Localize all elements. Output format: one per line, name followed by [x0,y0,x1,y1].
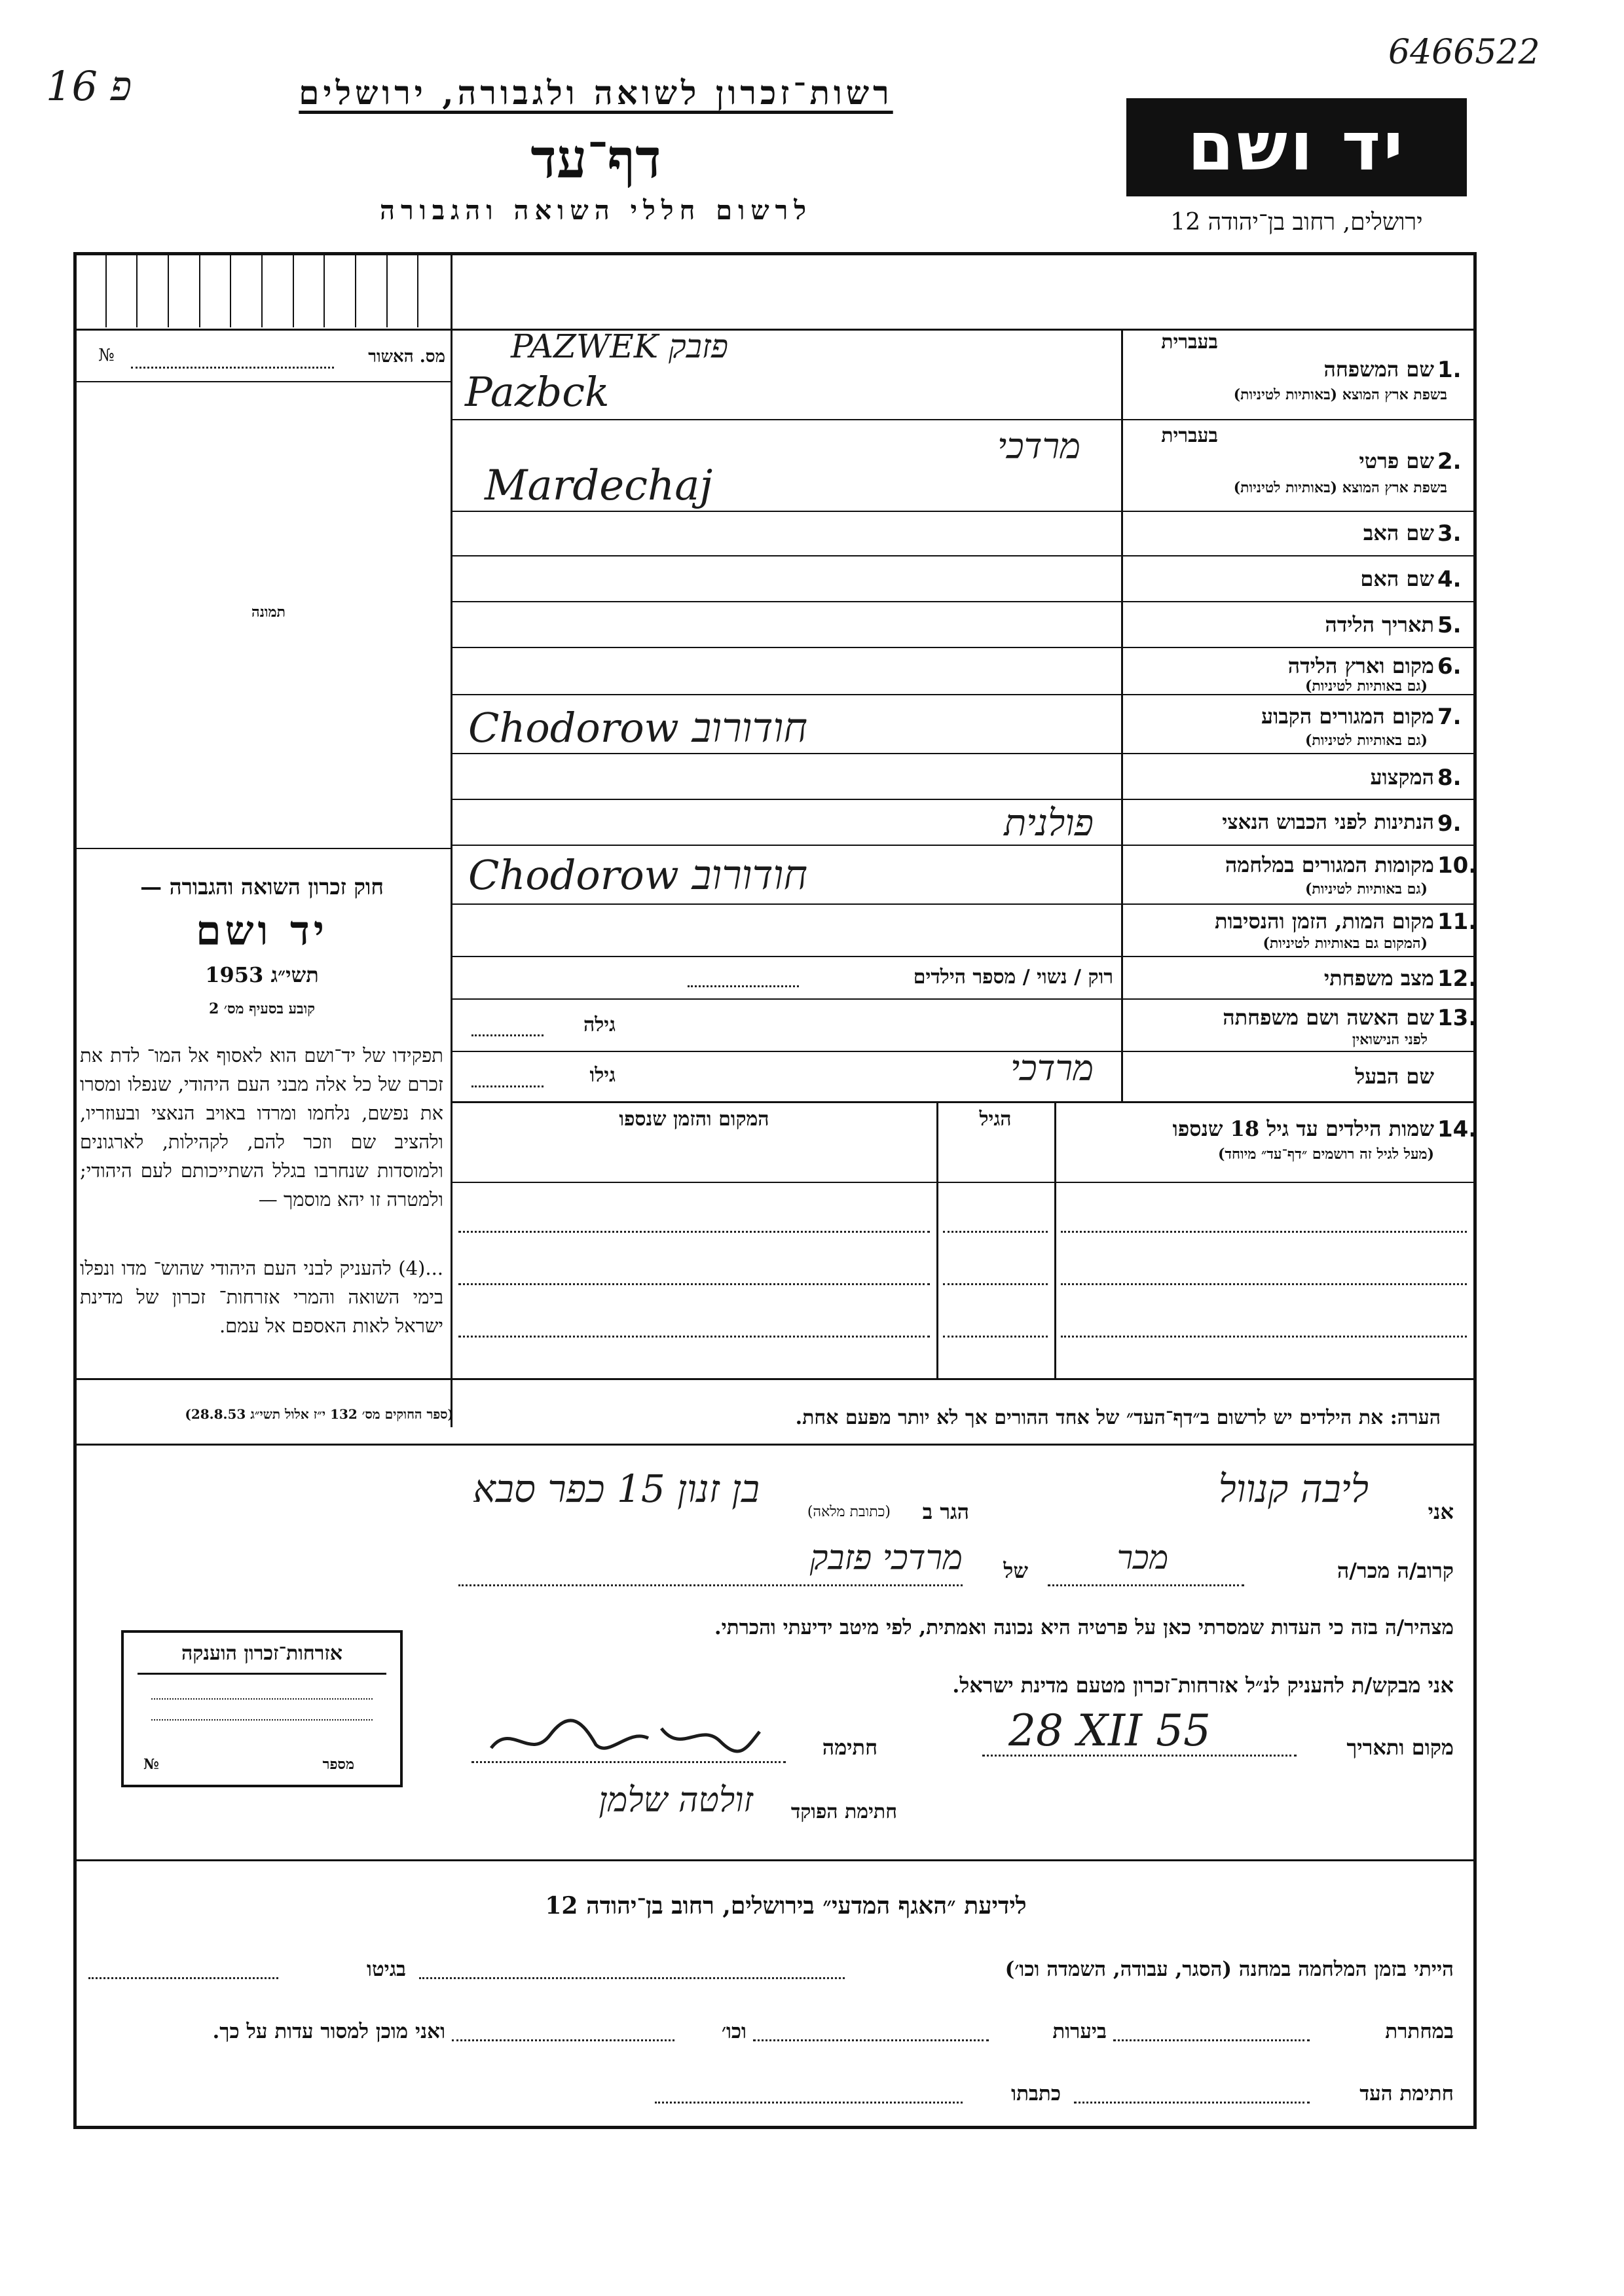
logo-text: יד ושם [1187,108,1406,186]
row2-num: 2. [1437,448,1462,475]
row2-heb-tag: בעברית [1161,424,1218,447]
science-etc-label: וכו׳ [721,2020,747,2043]
row1-heb-tag: בעברית [1161,331,1218,354]
law-text-2: ...(4) להעניק לבני העם היהודי שהוש־ מדו ונפלו בימי השואה והמרי אזרחות־ זכרון של מדינת ישראל לאות האספם אל עמם. [80,1257,443,1337]
children-col-age: הגיל [979,1108,1012,1131]
husband-label: שם הבעל [1355,1064,1434,1089]
witness-signature-label: חתימת העד [1359,2082,1454,2105]
firstname-latin-value[interactable]: Mardechaj [485,462,713,510]
form-subtitle: לרשום חללי השואה והגבורה [379,195,813,226]
row9-label: הנתינות לפני הכבוש הנאצי [1222,811,1434,834]
citizenship-box [121,1630,403,1787]
of-label: של [1003,1558,1028,1583]
science-title: לידיעת ״האגף המדעי״ בירושלים, רחוב בן־יהודה 12 [545,1892,1027,1920]
resides-label: הגר ב [922,1499,969,1524]
address-hint: (כתובת מלאה) [807,1504,891,1520]
row12-num: 12. [1437,966,1477,992]
address: ירושלים, רחוב בן־יהודה 12 [1170,209,1423,236]
yad-vashem-logo [1126,98,1467,196]
archive-label: מס. האשור [368,347,445,367]
signature-label: חתימה [822,1735,877,1760]
law-title: חוק זכרון השואה והגבורה — [140,874,384,900]
declaration-statement: מצהיר/ה בזה כי העדות שמסרתי כאן על פרטיה היא נכונה ואמתית, לפי מיטב ידיעתי והכרתי. [714,1616,1454,1639]
citizenship-number-label: מספר [322,1756,354,1773]
row1-num: 1. [1437,357,1462,383]
row9-num: 9. [1437,811,1462,837]
law-name: יד ושם [195,907,329,955]
archive-number: 6466522 [1388,33,1540,72]
row11-sub: (המקום גם באותיות לטיניות) [1263,935,1428,952]
place-date-label: מקום ותאריך [1346,1735,1454,1760]
science-forests-label: ביערות [1052,2020,1107,2043]
husband-value[interactable]: מרדכי [1010,1048,1094,1089]
row11-label: מקום המות, הזמן והנסיבות [1214,909,1434,934]
registry-strip [75,255,449,327]
row7-sub: (גם באותיות לטיניות) [1304,732,1428,749]
relative-value[interactable]: מכר [1116,1539,1169,1576]
row6-num: 6. [1437,653,1462,680]
declarant-label: אני [1428,1499,1454,1524]
row3-label: שם האב [1363,520,1434,545]
residence-value[interactable]: Chodorow חודורוב [468,704,808,752]
inspector-signature: זולטה שלמן [599,1781,753,1820]
row3-num: 3. [1437,520,1462,547]
row1-value-top[interactable]: PAZWEK פזבק [511,327,729,365]
row10-num: 10. [1437,852,1477,879]
row13-num: 13. [1437,1005,1477,1031]
law-source: (ספר החוקים מס׳ 132 י״ז אלול תשי״ג 28.8.53) [185,1406,454,1422]
science-camp-label: הייתי בזמן המלחמה במחנה (הסגר, עבודה, השמדה וכו׳) [1005,1958,1454,1981]
citizenship-box-title: אזרחות־זכרון הוענקה [181,1642,343,1665]
relative-label: קרוב/ה מכר/ה [1337,1558,1454,1583]
org-title: רשות־זכרון לשואה ולגבורה, ירושלים [299,73,893,112]
nationality-value[interactable]: פולנית [1004,802,1094,845]
row4-label: שם האם [1360,566,1434,591]
witness-address-label: כתבתו [1011,2082,1061,2105]
row12-label: מצב משפחתי [1323,966,1434,991]
science-underground-label: במחתרת [1385,2020,1454,2043]
row13-sub: לפני הנישואין [1352,1031,1428,1048]
row2-label: שם פרטי [1359,448,1434,473]
row8-label: המקצוע [1370,765,1434,790]
row10-label: מקומות המגורים במלחמה [1225,852,1434,877]
row2-sub: בשפת ארץ המוצא (באותיות לטיניות) [1233,479,1447,496]
row13-label: שם האשה ושם משפחתה [1223,1005,1434,1030]
victim-name-ref[interactable]: מרדכי פזבק [809,1539,963,1578]
children-sub: (מעל לגיל זה רושמים ״דף־עד״ מיוחד) [1217,1146,1434,1163]
form-title: דף־עד [530,128,661,191]
row10-sub: (גם באותיות לטיניות) [1304,881,1428,898]
citizenship-no-label: № [143,1756,159,1773]
children-col-place: המקום והזמן שנספו [619,1108,769,1131]
row8-num: 8. [1437,765,1462,791]
citizenship-request: אני מבקש/ת להעניק לנ״ל אזרחות־זכרון מטעם מדינת ישראל. [952,1673,1454,1698]
husband-age-label: גילו [589,1064,616,1087]
surname-latin-value[interactable]: Pazbck [465,368,610,416]
wife-age-label: גילה [583,1013,616,1036]
archive-no-label: № [98,346,115,365]
row5-num: 5. [1437,612,1462,638]
row6-label: מקום וארץ הלידה [1287,653,1434,678]
row6-sub: (גם באותיות לטיניות) [1304,678,1428,695]
inspector-label: חתימת הפוקד [790,1800,897,1823]
wartime-residence-value[interactable]: Chodorow חודורוב [468,851,808,899]
photo-label: תמונה [251,604,286,621]
row5-label: תאריך הלידה [1325,612,1434,637]
row7-num: 7. [1437,704,1462,730]
row14-num: 14. [1437,1116,1477,1142]
declarant-name[interactable]: ליבה קנוול [1218,1467,1369,1511]
declarant-address[interactable]: בן זנון 15 כפר סבא [473,1467,760,1511]
science-willing-label: ואני מוכן למסור עדות על כך. [212,2020,445,2043]
corner-mark: פ 16 [46,62,132,110]
children-note: הערה: את הילדים יש לרשום ב״דף־העד״ של אחד ההורים אך לא יותר מפעם אחת. [795,1406,1441,1429]
row1-label: שם המשפחה [1323,357,1434,382]
law-year: תשי״ג 1953 [205,962,319,987]
children-label: שמות הילדים עד גיל 18 שנספו [1172,1116,1434,1141]
law-text-1: תפקידו של יד־ושם הוא לאסוף אל המו־ לדת את זכרם של כל אלה מבני העם היהודי, שנפלו ומסרו את נפשם, נלחמו ומרדו באויב הנאצי ובעוזריו, ולהציב שם וזכר להם, לקהילות, לארגונים ולמוסדות שנחרבו בגלל השתייכותם לעם היהודי; ולמטרה זו יהא מוסמך — [80,1044,443,1211]
row11-num: 11. [1437,909,1477,935]
declarant-signature [485,1709,766,1768]
family-status-options[interactable]: רוק / נשוי / מספר הילדים [913,966,1113,989]
row7-label: מקום המגורים הקבוע [1261,704,1434,729]
science-ghetto-label: בגיטו [367,1958,406,1981]
row2-value-top[interactable]: מרדכי [997,426,1080,467]
row1-sub: בשפת ארץ המוצא (באותיות לטיניות) [1233,386,1447,403]
row4-num: 4. [1437,566,1462,592]
law-clause: קובע בסעיף מס׳ 2 [208,1000,316,1017]
place-date-value[interactable]: 28 XII 55 [1008,1705,1211,1756]
